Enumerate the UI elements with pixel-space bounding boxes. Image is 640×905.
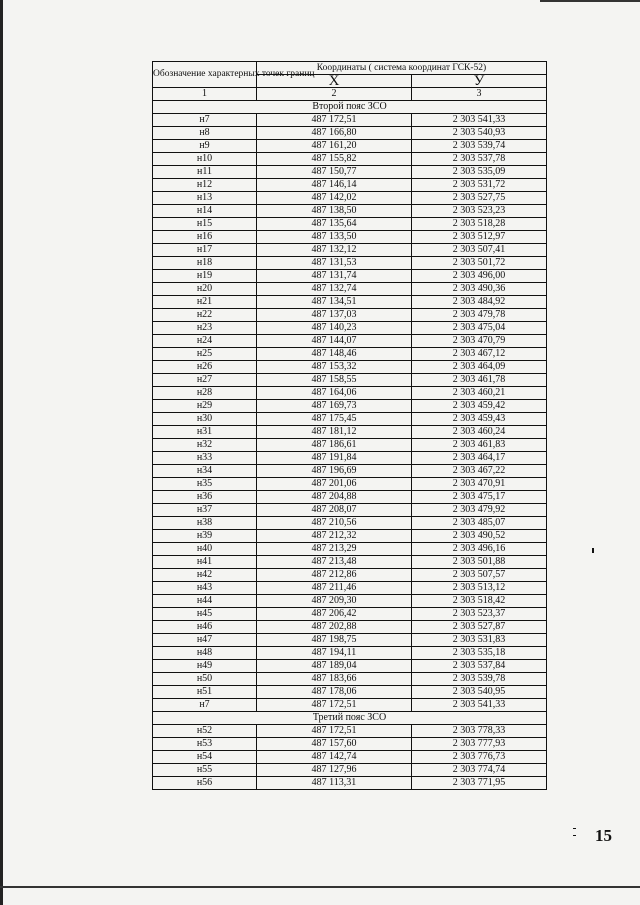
scan-speck bbox=[573, 828, 576, 829]
y-coordinate-cell: 2 303 460,21 bbox=[412, 387, 547, 400]
y-coordinate-cell: 2 303 518,42 bbox=[412, 595, 547, 608]
point-id-cell: н42 bbox=[153, 569, 257, 582]
y-coordinate-cell: 2 303 475,04 bbox=[412, 322, 547, 335]
y-column-header: У bbox=[412, 75, 547, 88]
table-row bbox=[153, 140, 547, 153]
point-id-cell: н47 bbox=[153, 634, 257, 647]
x-coordinate-cell: 487 208,07 bbox=[257, 504, 412, 517]
point-id-cell: н21 bbox=[153, 296, 257, 309]
table-row bbox=[153, 673, 547, 686]
table-row bbox=[153, 699, 547, 712]
y-coordinate-cell: 2 303 484,92 bbox=[412, 296, 547, 309]
y-coordinate-cell: 2 303 459,43 bbox=[412, 413, 547, 426]
point-id-cell: н16 bbox=[153, 231, 257, 244]
table-row bbox=[153, 244, 547, 257]
table-row bbox=[153, 660, 547, 673]
point-id-cell: н43 bbox=[153, 582, 257, 595]
y-coordinate-cell: 2 303 461,83 bbox=[412, 439, 547, 452]
table-row bbox=[153, 218, 547, 231]
point-id-cell: н11 bbox=[153, 166, 257, 179]
point-id-cell: н19 bbox=[153, 270, 257, 283]
table-row bbox=[153, 738, 547, 751]
y-coordinate-cell: 2 303 527,87 bbox=[412, 621, 547, 634]
point-id-cell: н55 bbox=[153, 764, 257, 777]
table-row bbox=[153, 296, 547, 309]
x-coordinate-cell: 487 194,11 bbox=[257, 647, 412, 660]
y-coordinate-cell: 2 303 464,17 bbox=[412, 452, 547, 465]
x-coordinate-cell: 487 155,82 bbox=[257, 153, 412, 166]
x-coordinate-cell: 487 150,77 bbox=[257, 166, 412, 179]
point-id-cell: н34 bbox=[153, 465, 257, 478]
table-row bbox=[153, 777, 547, 790]
x-coordinate-cell: 487 158,55 bbox=[257, 374, 412, 387]
table-row bbox=[153, 621, 547, 634]
x-coordinate-cell: 487 212,86 bbox=[257, 569, 412, 582]
y-coordinate-cell: 2 303 512,97 bbox=[412, 231, 547, 244]
x-coordinate-cell: 487 133,50 bbox=[257, 231, 412, 244]
x-coordinate-cell: 487 113,31 bbox=[257, 777, 412, 790]
x-coordinate-cell: 487 134,51 bbox=[257, 296, 412, 309]
point-id-cell: н49 bbox=[153, 660, 257, 673]
table-row bbox=[153, 400, 547, 413]
point-id-cell: н51 bbox=[153, 686, 257, 699]
y-coordinate-cell: 2 303 467,12 bbox=[412, 348, 547, 361]
point-id-cell: н14 bbox=[153, 205, 257, 218]
point-id-cell: н30 bbox=[153, 413, 257, 426]
x-coordinate-cell: 487 209,30 bbox=[257, 595, 412, 608]
page-number: 15 bbox=[595, 826, 612, 845]
table-row bbox=[153, 543, 547, 556]
table-row bbox=[153, 452, 547, 465]
zone-title: Третий пояс ЗСО bbox=[153, 712, 547, 725]
point-id-cell: н25 bbox=[153, 348, 257, 361]
y-coordinate-cell: 2 303 490,52 bbox=[412, 530, 547, 543]
zone-title: Второй пояс ЗСО bbox=[153, 101, 547, 114]
table-row bbox=[153, 686, 547, 699]
point-id-cell: н45 bbox=[153, 608, 257, 621]
x-coordinate-cell: 487 213,29 bbox=[257, 543, 412, 556]
x-coordinate-cell: 487 186,61 bbox=[257, 439, 412, 452]
y-coordinate-cell: 2 303 531,72 bbox=[412, 179, 547, 192]
y-coordinate-cell: 2 303 540,95 bbox=[412, 686, 547, 699]
x-coordinate-cell: 487 175,45 bbox=[257, 413, 412, 426]
y-coordinate-cell: 2 303 496,16 bbox=[412, 543, 547, 556]
point-designation-header: Обозначение характерных точек границ bbox=[153, 62, 257, 88]
table-row bbox=[153, 153, 547, 166]
point-id-cell: н36 bbox=[153, 491, 257, 504]
x-coordinate-cell: 487 172,51 bbox=[257, 114, 412, 127]
y-coordinate-cell: 2 303 460,24 bbox=[412, 426, 547, 439]
y-coordinate-cell: 2 303 523,37 bbox=[412, 608, 547, 621]
x-coordinate-cell: 487 201,06 bbox=[257, 478, 412, 491]
y-coordinate-cell: 2 303 535,09 bbox=[412, 166, 547, 179]
x-coordinate-cell: 487 131,53 bbox=[257, 257, 412, 270]
x-coordinate-cell: 487 166,80 bbox=[257, 127, 412, 140]
table-row bbox=[153, 309, 547, 322]
point-id-cell: н40 bbox=[153, 543, 257, 556]
x-coordinate-cell: 487 202,88 bbox=[257, 621, 412, 634]
table-row bbox=[153, 569, 547, 582]
x-coordinate-cell: 487 172,51 bbox=[257, 725, 412, 738]
table-row bbox=[153, 270, 547, 283]
x-coordinate-cell: 487 142,02 bbox=[257, 192, 412, 205]
point-id-cell: н24 bbox=[153, 335, 257, 348]
table-row bbox=[153, 478, 547, 491]
point-id-cell: н38 bbox=[153, 517, 257, 530]
column-number: 1 bbox=[153, 88, 257, 101]
x-coordinate-cell: 487 206,42 bbox=[257, 608, 412, 621]
point-id-cell: н20 bbox=[153, 283, 257, 296]
zone-heading-row bbox=[153, 101, 547, 114]
table-row bbox=[153, 751, 547, 764]
table-row bbox=[153, 322, 547, 335]
x-coordinate-cell: 487 131,74 bbox=[257, 270, 412, 283]
y-coordinate-cell: 2 303 485,07 bbox=[412, 517, 547, 530]
point-id-cell: н29 bbox=[153, 400, 257, 413]
y-coordinate-cell: 2 303 540,93 bbox=[412, 127, 547, 140]
y-coordinate-cell: 2 303 459,42 bbox=[412, 400, 547, 413]
x-coordinate-cell: 487 132,12 bbox=[257, 244, 412, 257]
table-row bbox=[153, 166, 547, 179]
point-id-cell: н41 bbox=[153, 556, 257, 569]
x-coordinate-cell: 487 142,74 bbox=[257, 751, 412, 764]
point-id-cell: н52 bbox=[153, 725, 257, 738]
y-coordinate-cell: 2 303 470,79 bbox=[412, 335, 547, 348]
coordinates-table bbox=[152, 61, 547, 790]
table-row bbox=[153, 426, 547, 439]
table-row bbox=[153, 491, 547, 504]
table-row bbox=[153, 413, 547, 426]
x-coordinate-cell: 487 178,06 bbox=[257, 686, 412, 699]
y-coordinate-cell: 2 303 541,33 bbox=[412, 699, 547, 712]
table-row bbox=[153, 283, 547, 296]
x-coordinate-cell: 487 153,32 bbox=[257, 361, 412, 374]
y-coordinate-cell: 2 303 475,17 bbox=[412, 491, 547, 504]
scan-speck bbox=[592, 548, 594, 553]
table-row bbox=[153, 179, 547, 192]
table-row bbox=[153, 647, 547, 660]
point-id-cell: н17 bbox=[153, 244, 257, 257]
x-coordinate-cell: 487 144,07 bbox=[257, 335, 412, 348]
point-id-cell: н22 bbox=[153, 309, 257, 322]
y-coordinate-cell: 2 303 537,84 bbox=[412, 660, 547, 673]
table-row bbox=[153, 634, 547, 647]
y-coordinate-cell: 2 303 479,92 bbox=[412, 504, 547, 517]
y-coordinate-cell: 2 303 461,78 bbox=[412, 374, 547, 387]
x-coordinate-cell: 487 157,60 bbox=[257, 738, 412, 751]
x-coordinate-cell: 487 148,46 bbox=[257, 348, 412, 361]
x-coordinate-cell: 487 210,56 bbox=[257, 517, 412, 530]
point-id-cell: н28 bbox=[153, 387, 257, 400]
y-coordinate-cell: 2 303 539,78 bbox=[412, 673, 547, 686]
column-number: 3 bbox=[412, 88, 547, 101]
table-row bbox=[153, 504, 547, 517]
point-id-cell: н15 bbox=[153, 218, 257, 231]
table-row bbox=[153, 127, 547, 140]
x-coordinate-cell: 487 191,84 bbox=[257, 452, 412, 465]
x-coordinate-cell: 487 172,51 bbox=[257, 699, 412, 712]
y-coordinate-cell: 2 303 518,28 bbox=[412, 218, 547, 231]
x-coordinate-cell: 487 183,66 bbox=[257, 673, 412, 686]
x-coordinate-cell: 487 212,32 bbox=[257, 530, 412, 543]
point-id-cell: н44 bbox=[153, 595, 257, 608]
scan-edge-top bbox=[540, 0, 640, 2]
table-row bbox=[153, 725, 547, 738]
x-coordinate-cell: 487 127,96 bbox=[257, 764, 412, 777]
point-id-cell: н27 bbox=[153, 374, 257, 387]
table-row bbox=[153, 517, 547, 530]
table-row bbox=[153, 192, 547, 205]
table-row bbox=[153, 764, 547, 777]
point-id-cell: н48 bbox=[153, 647, 257, 660]
y-coordinate-cell: 2 303 501,88 bbox=[412, 556, 547, 569]
point-id-cell: н56 bbox=[153, 777, 257, 790]
table-row bbox=[153, 257, 547, 270]
y-coordinate-cell: 2 303 501,72 bbox=[412, 257, 547, 270]
x-coordinate-cell: 487 213,48 bbox=[257, 556, 412, 569]
point-id-cell: н46 bbox=[153, 621, 257, 634]
zone-heading-row bbox=[153, 712, 547, 725]
y-coordinate-cell: 2 303 539,74 bbox=[412, 140, 547, 153]
x-coordinate-cell: 487 161,20 bbox=[257, 140, 412, 153]
point-id-cell: н39 bbox=[153, 530, 257, 543]
table-row bbox=[153, 205, 547, 218]
table-row bbox=[153, 114, 547, 127]
x-coordinate-cell: 487 189,04 bbox=[257, 660, 412, 673]
x-coordinate-cell: 487 135,64 bbox=[257, 218, 412, 231]
point-id-cell: н10 bbox=[153, 153, 257, 166]
table-body bbox=[153, 101, 547, 790]
y-coordinate-cell: 2 303 777,93 bbox=[412, 738, 547, 751]
y-coordinate-cell: 2 303 776,73 bbox=[412, 751, 547, 764]
column-number: 2 bbox=[257, 88, 412, 101]
table-row bbox=[153, 556, 547, 569]
point-id-cell: н50 bbox=[153, 673, 257, 686]
point-id-cell: н31 bbox=[153, 426, 257, 439]
point-id-cell: н13 bbox=[153, 192, 257, 205]
point-id-cell: н7 bbox=[153, 699, 257, 712]
table-row bbox=[153, 608, 547, 621]
y-coordinate-cell: 2 303 513,12 bbox=[412, 582, 547, 595]
y-coordinate-cell: 2 303 535,18 bbox=[412, 647, 547, 660]
x-coordinate-cell: 487 140,23 bbox=[257, 322, 412, 335]
scan-edge-left bbox=[0, 0, 3, 905]
x-coordinate-cell: 487 137,03 bbox=[257, 309, 412, 322]
y-coordinate-cell: 2 303 464,09 bbox=[412, 361, 547, 374]
table-row bbox=[153, 335, 547, 348]
point-id-cell: н54 bbox=[153, 751, 257, 764]
column-numbering-row bbox=[153, 88, 547, 101]
y-coordinate-cell: 2 303 527,75 bbox=[412, 192, 547, 205]
table-row bbox=[153, 465, 547, 478]
coordinates-header: Координаты ( система координат ГСК-52) bbox=[257, 62, 547, 75]
table-row bbox=[153, 439, 547, 452]
table-row bbox=[153, 387, 547, 400]
y-coordinate-cell: 2 303 470,91 bbox=[412, 478, 547, 491]
x-coordinate-cell: 487 181,12 bbox=[257, 426, 412, 439]
x-coordinate-cell: 487 204,88 bbox=[257, 491, 412, 504]
table-header bbox=[153, 62, 547, 101]
table-row bbox=[153, 374, 547, 387]
table-row bbox=[153, 361, 547, 374]
x-coordinate-cell: 487 198,75 bbox=[257, 634, 412, 647]
x-coordinate-cell: 487 211,46 bbox=[257, 582, 412, 595]
y-coordinate-cell: 2 303 778,33 bbox=[412, 725, 547, 738]
point-id-cell: н32 bbox=[153, 439, 257, 452]
point-id-cell: н18 bbox=[153, 257, 257, 270]
y-coordinate-cell: 2 303 541,33 bbox=[412, 114, 547, 127]
point-id-cell: н7 bbox=[153, 114, 257, 127]
table-row bbox=[153, 582, 547, 595]
point-id-cell: н8 bbox=[153, 127, 257, 140]
x-coordinate-cell: 487 169,73 bbox=[257, 400, 412, 413]
y-coordinate-cell: 2 303 490,36 bbox=[412, 283, 547, 296]
table-row bbox=[153, 595, 547, 608]
y-coordinate-cell: 2 303 537,78 bbox=[412, 153, 547, 166]
point-id-cell: н37 bbox=[153, 504, 257, 517]
y-coordinate-cell: 2 303 774,74 bbox=[412, 764, 547, 777]
scan-edge-bottom bbox=[0, 886, 640, 888]
table-row bbox=[153, 348, 547, 361]
x-coordinate-cell: 487 164,06 bbox=[257, 387, 412, 400]
y-coordinate-cell: 2 303 507,41 bbox=[412, 244, 547, 257]
point-id-cell: н53 bbox=[153, 738, 257, 751]
y-coordinate-cell: 2 303 479,78 bbox=[412, 309, 547, 322]
x-coordinate-cell: 487 138,50 bbox=[257, 205, 412, 218]
y-coordinate-cell: 2 303 496,00 bbox=[412, 270, 547, 283]
point-id-cell: н26 bbox=[153, 361, 257, 374]
x-coordinate-cell: 487 196,69 bbox=[257, 465, 412, 478]
y-coordinate-cell: 2 303 467,22 bbox=[412, 465, 547, 478]
point-id-cell: н23 bbox=[153, 322, 257, 335]
x-column-header: X bbox=[257, 75, 412, 88]
y-coordinate-cell: 2 303 771,95 bbox=[412, 777, 547, 790]
point-id-cell: н35 bbox=[153, 478, 257, 491]
point-id-cell: н12 bbox=[153, 179, 257, 192]
y-coordinate-cell: 2 303 531,83 bbox=[412, 634, 547, 647]
y-coordinate-cell: 2 303 523,23 bbox=[412, 205, 547, 218]
point-id-cell: н33 bbox=[153, 452, 257, 465]
point-id-cell: н9 bbox=[153, 140, 257, 153]
x-coordinate-cell: 487 146,14 bbox=[257, 179, 412, 192]
table-row bbox=[153, 231, 547, 244]
x-coordinate-cell: 487 132,74 bbox=[257, 283, 412, 296]
scan-speck bbox=[573, 835, 576, 836]
y-coordinate-cell: 2 303 507,57 bbox=[412, 569, 547, 582]
table-row bbox=[153, 530, 547, 543]
